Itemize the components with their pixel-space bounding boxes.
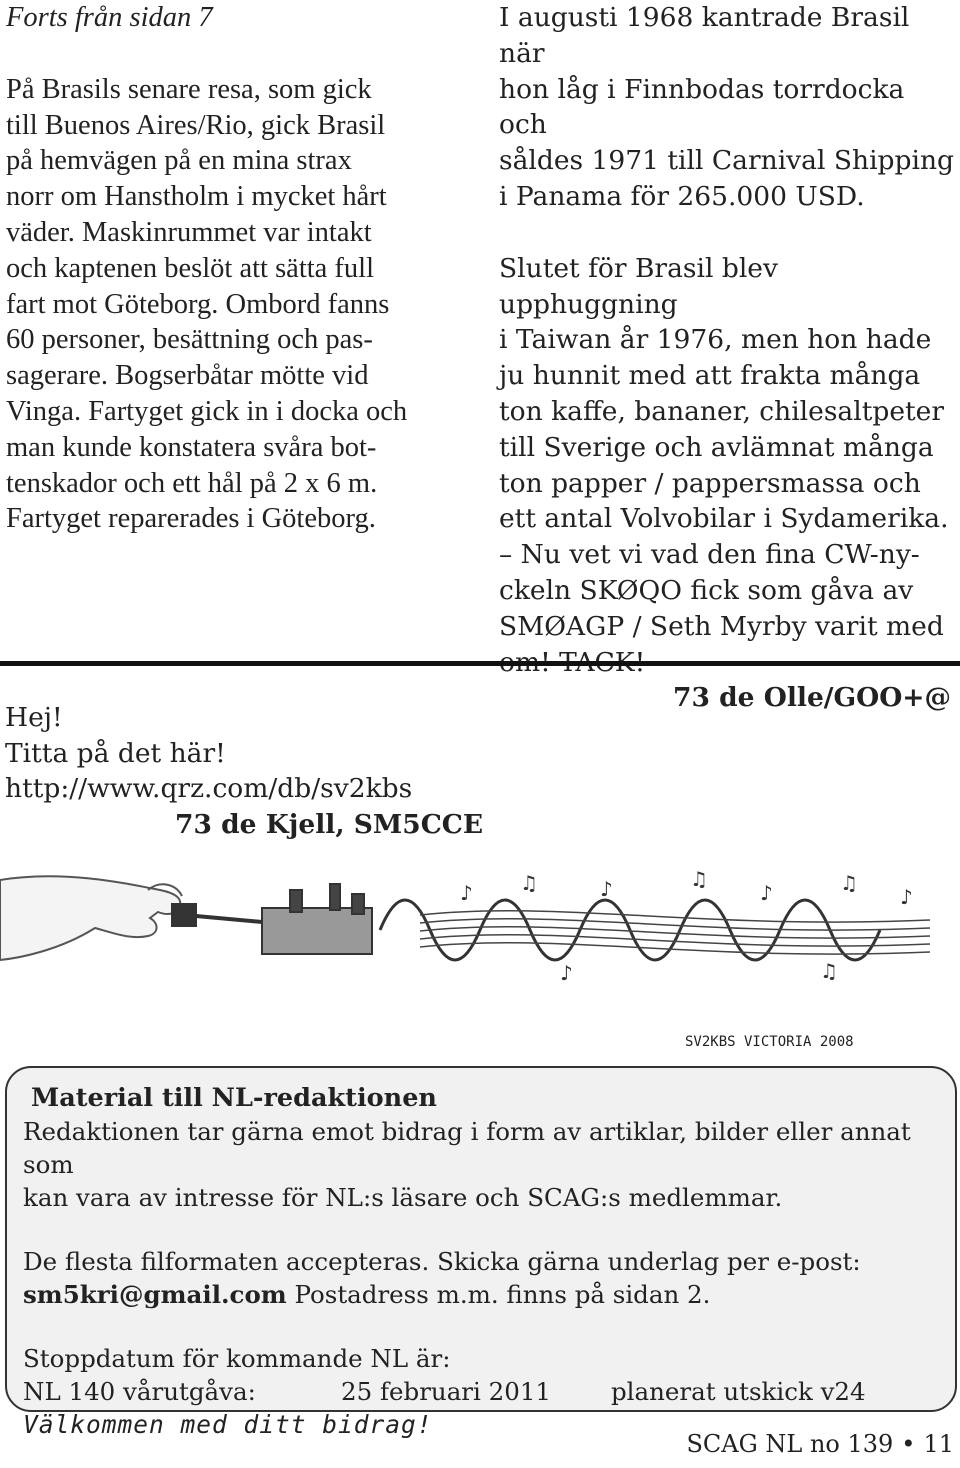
article-line: 60 personer, besättning och pas- (6, 324, 373, 356)
hand-drawing (0, 876, 182, 960)
article-line: till Buenos Aires/Rio, gick Brasil (6, 109, 386, 141)
publication-name: SCAG NL no 139 (686, 1430, 894, 1458)
postal-note: Postadress m.m. finns på sidan 2. (286, 1280, 711, 1309)
article-line: ju hunnit med att frakta många (499, 360, 921, 392)
article-paragraph-2 (499, 251, 959, 681)
hej-note (5, 700, 483, 842)
article-line: till Sverige och avlämnat många (499, 431, 934, 463)
material-info-box (5, 1066, 957, 1439)
footer-bullet: • (901, 1430, 916, 1458)
page-number: 11 (923, 1430, 954, 1458)
box-line-1: Redaktionen tar gärna emot bidrag i form av artiklar, bilder eller annat som (23, 1117, 911, 1179)
article-line: och kaptenen beslöt att sätta full (6, 252, 375, 284)
music-staff (420, 911, 930, 954)
signature-kjell: 73 de Kjell, SM5CCE (175, 808, 484, 840)
article-line: Slutet för Brasil blev upphuggning (499, 252, 778, 320)
welcome-note: Välkommen med ditt bidrag! (23, 1410, 433, 1439)
left-article-column (6, 0, 466, 537)
article-line: Fartyget reparerades i Göteborg. (6, 503, 376, 535)
svg-text:♪: ♪ (560, 961, 573, 985)
box-line-2: kan vara av intresse för NL:s läsare och SCAG:s medlemmar. (23, 1183, 783, 1212)
article-line: väder. Maskinrummet var intakt (6, 216, 372, 248)
article-line: I augusti 1968 kantrade Brasil när (499, 2, 910, 69)
article-line: ckeln SKØQO fick som gåva av (499, 574, 914, 606)
svg-text:♫: ♫ (840, 871, 858, 895)
cw-key-illustration (0, 860, 960, 1060)
deadline-date: 25 februari 2011 (341, 1377, 551, 1406)
article-line: man kunde konstatera svåra bot- (6, 431, 377, 463)
svg-text:♫: ♫ (690, 867, 708, 891)
article-line: såldes 1971 till Carnival Shipping (499, 145, 954, 177)
article-line: Vinga. Fartyget gick in i docka och (6, 395, 408, 427)
section-divider (0, 661, 960, 666)
key-drawing (172, 884, 372, 954)
greeting: Hej! (5, 702, 63, 733)
box-title: Material till NL-redaktionen (31, 1083, 437, 1113)
illustration-caption: SV2KBS VICTORIA 2008 (685, 1034, 854, 1050)
email-link[interactable]: sm5kri@gmail.com (23, 1280, 287, 1309)
article-line: ton papper / pappersmassa och (499, 467, 921, 499)
left-article-body (6, 72, 466, 537)
article-line: ton kaffe, bananer, chilesaltpeter (499, 395, 945, 427)
article-line: sagerare. Bogserbåtar mötte vid (6, 360, 369, 392)
article-line: hon låg i Finnbodas torrdocka och (499, 73, 905, 141)
page-footer (686, 1430, 954, 1458)
article-line: På Brasils senare resa, som gick (6, 73, 372, 105)
article-line: – Nu vet vi vad den fina CW-ny- (499, 539, 920, 571)
article-line: norr om Hanstholm i mycket hårt (6, 181, 387, 213)
article-line: på hemvägen på en mina strax (6, 145, 352, 177)
deadline-row (23, 1375, 955, 1408)
article-paragraph-1 (499, 0, 959, 215)
box-line-4 (23, 1278, 955, 1311)
deadline-heading: Stoppdatum för kommande NL är: (23, 1344, 451, 1373)
svg-text:♪: ♪ (760, 881, 773, 905)
svg-text:♪: ♪ (460, 881, 473, 905)
svg-text:♫: ♫ (520, 871, 538, 895)
right-article-column (499, 0, 959, 716)
svg-text:♫: ♫ (820, 959, 838, 983)
svg-text:♪: ♪ (600, 877, 613, 901)
article-line: i Taiwan år 1976, men hon hade (499, 324, 932, 356)
issue-label: NL 140 vårutgåva: (23, 1377, 256, 1406)
signature-olle: 73 de Olle/GOO+@ (673, 682, 951, 714)
article-line: i Panama för 265.000 USD. (499, 180, 865, 212)
qrz-link[interactable]: http://www.qrz.com/db/sv2kbs (5, 773, 413, 804)
planned-dispatch: planerat utskick v24 (611, 1377, 866, 1406)
continued-note: Forts från sidan 7 (6, 2, 213, 33)
article-line: ett antal Volvobilar i Sydamerika. (499, 503, 949, 535)
hej-line: Titta på det här! (5, 737, 226, 769)
article-line: tenskador och ett hål på 2 x 6 m. (6, 467, 378, 499)
svg-text:♪: ♪ (900, 885, 913, 909)
box-line-3: De flesta filformaten accepteras. Skicka gärna underlag per e-post: (23, 1247, 861, 1276)
article-line: SMØAGP / Seth Myrby varit med (499, 610, 944, 642)
article-line: fart mot Göteborg. Ombord fanns (6, 288, 390, 320)
